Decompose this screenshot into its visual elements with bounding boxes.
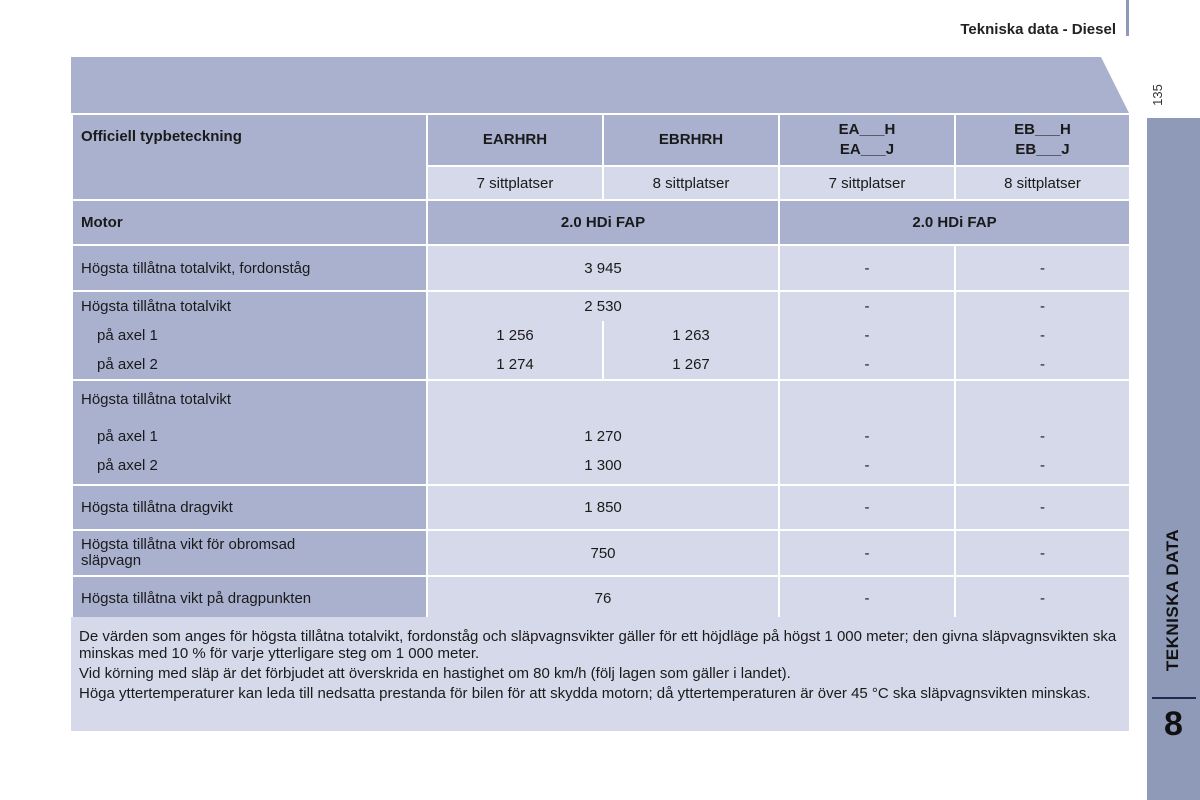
cell-value: -	[864, 298, 870, 315]
cell-value: -	[1040, 428, 1045, 445]
motor-value: 2.0 HDi FAP	[779, 200, 1130, 245]
notes-box	[71, 617, 1129, 731]
cell-value-group	[427, 380, 779, 485]
row-label: Högsta tillåtna totalvikt	[81, 391, 232, 408]
note-paragraph: Höga yttertemperaturer kan leda till nedsatta prestanda för bilen för att skydda motorn; då yttertemperaturen är över 45 °C ska släpvagnsvikten minskas.	[79, 685, 1091, 702]
cell-value: -	[955, 245, 1130, 291]
cell-value: 1 850	[427, 485, 779, 530]
axle-values-a	[428, 321, 604, 379]
cell-value-group	[427, 291, 779, 380]
note-paragraph: De värden som anges för högsta tillåtna totalvikt, fordonståg och släpvagnsvikter gäller för ett höjdläge på högst 1 000 meter; den givna släpvagnsvikten ska minskas med 10 % för varje ytterligare steg om 1 000 meter.	[79, 628, 1117, 662]
row-sublabel: på axel 1	[97, 327, 158, 344]
cell-value: 750	[427, 530, 779, 576]
table-row	[72, 291, 1130, 380]
table-banner	[71, 57, 1129, 113]
seat-count: 8 sittplatser	[603, 166, 779, 200]
row-label: Högsta tillåtna vikt för obromsad släpvagn	[72, 530, 427, 576]
spacer	[964, 385, 1121, 422]
cell-value: -	[955, 485, 1130, 530]
cell-value: 1 267	[672, 356, 710, 373]
seat-count: 7 sittplatser	[427, 166, 603, 200]
table-row	[72, 485, 1130, 530]
chapter-tab-label: TEKNISKA DATA	[1163, 528, 1183, 672]
row-label: Högsta tillåtna totalvikt, fordonståg	[72, 245, 427, 291]
cell-value: -	[1040, 298, 1045, 315]
cell-value: 1 274	[496, 356, 534, 373]
page-header-title: Tekniska data - Diesel	[960, 21, 1116, 38]
cell-value: 1 263	[672, 327, 710, 344]
spacer	[436, 385, 770, 422]
chapter-tab-divider	[1152, 697, 1196, 699]
table-row	[72, 530, 1130, 576]
table-row	[72, 380, 1130, 485]
cell-value-group	[955, 291, 1130, 380]
motor-value: 2.0 HDi FAP	[427, 200, 779, 245]
header-divider	[1126, 0, 1129, 36]
table-row	[72, 200, 1130, 245]
type-designation-label: Officiell typbeteckning	[72, 114, 427, 200]
cell-value: -	[955, 576, 1130, 621]
cell-value: -	[864, 457, 870, 474]
cell-value: -	[779, 485, 955, 530]
cell-value: -	[864, 428, 870, 445]
cell-value: 3 945	[427, 245, 779, 291]
row-sublabel: på axel 2	[97, 457, 158, 474]
model-code: EARHRH	[427, 114, 603, 166]
model-code: EBRHRH	[603, 114, 779, 166]
row-sublabel: på axel 1	[97, 428, 158, 445]
cell-value: 76	[427, 576, 779, 621]
chapter-tab-label-wrapper	[1147, 500, 1200, 700]
page-number: 135	[1149, 84, 1165, 106]
cell-value: -	[864, 356, 870, 373]
row-label-group	[72, 380, 427, 485]
seat-count: 7 sittplatser	[779, 166, 955, 200]
seat-count: 8 sittplatser	[955, 166, 1130, 200]
cell-value: -	[779, 576, 955, 621]
model-code: EA___H EA___J	[779, 114, 955, 166]
cell-value: -	[864, 327, 870, 344]
row-sublabel: på axel 2	[97, 356, 158, 373]
axle-values-b	[604, 321, 778, 379]
note-paragraph: Vid körning med släp är det förbjudet att överskrida en hastighet om 80 km/h (följ lagen som gäller i landet).	[79, 665, 791, 682]
cell-value-group	[779, 291, 955, 380]
spacer	[788, 385, 946, 422]
cell-value-group	[955, 380, 1130, 485]
row-label-group	[72, 291, 427, 380]
row-label: Högsta tillåtna totalvikt	[81, 298, 232, 315]
cell-value: 1 256	[496, 327, 534, 344]
cell-value: 1 270	[584, 428, 622, 445]
table-row	[72, 576, 1130, 621]
cell-value: -	[1040, 327, 1045, 344]
row-label: Högsta tillåtna vikt på dragpunkten	[72, 576, 427, 621]
cell-value: 1 300	[584, 457, 622, 474]
cell-value: -	[1040, 457, 1045, 474]
motor-label: Motor	[72, 200, 427, 245]
table-row	[72, 245, 1130, 291]
chapter-number: 8	[1164, 705, 1183, 743]
cell-value: -	[779, 245, 955, 291]
axle-values	[428, 321, 778, 379]
table-row	[72, 114, 1130, 166]
cell-value: 2 530	[584, 298, 622, 315]
spec-table	[71, 113, 1131, 622]
cell-value: -	[1040, 356, 1045, 373]
cell-value-group	[779, 380, 955, 485]
cell-value: -	[955, 530, 1130, 576]
cell-value: -	[779, 530, 955, 576]
model-code: EB___H EB___J	[955, 114, 1130, 166]
row-label: Högsta tillåtna dragvikt	[72, 485, 427, 530]
